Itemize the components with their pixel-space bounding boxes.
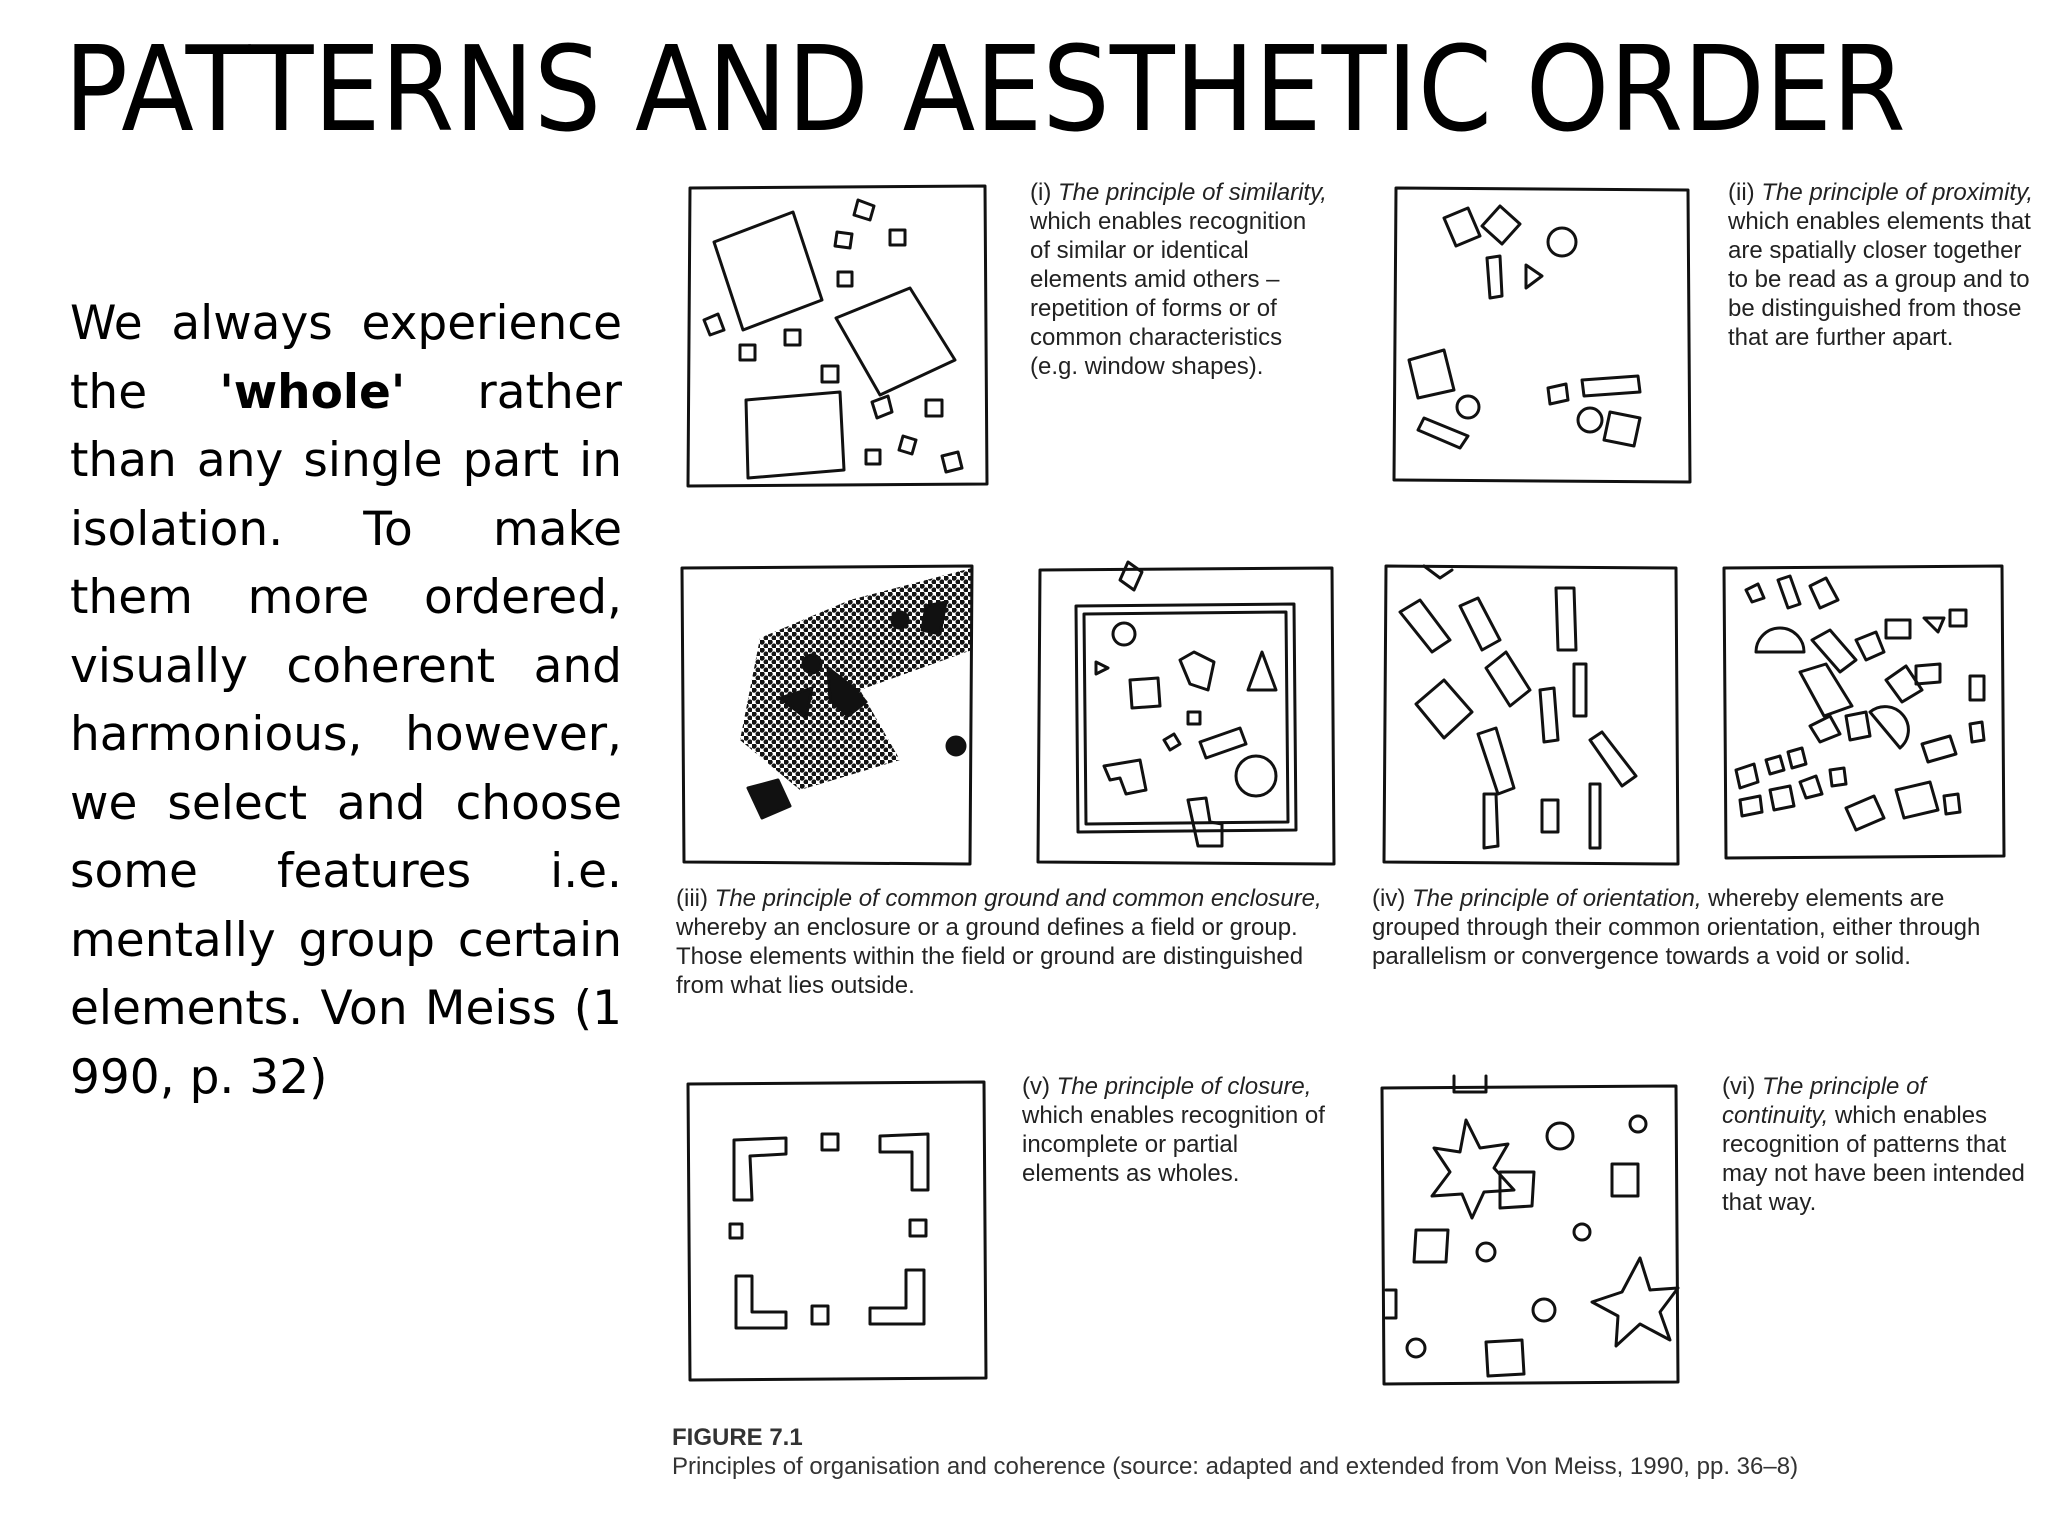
caption-common-ground-text: whereby an enclosure or a ground defines a field or group. Those elements within the field or ground are distinguished from what lies outside. <box>676 914 1304 999</box>
caption-common-ground-number: (iii) <box>676 885 708 912</box>
sketch-closure <box>688 1082 986 1380</box>
caption-orientation-name: The principle of orientation, <box>1412 885 1702 912</box>
caption-similarity-number: (i) <box>1030 179 1052 206</box>
caption-orientation-text: whereby elements are grouped through their common orientation, either through parallelism or convergence towards a void or solid. <box>1372 885 1981 970</box>
slide-title: PATTERNS AND AESTHETIC ORDER <box>64 20 1906 158</box>
body-text-start: We always experience the <box>70 296 622 420</box>
caption-continuity-text: which enables recognition of patterns that may not have been intended that way. <box>1722 1102 2025 1216</box>
caption-common-ground-name: The principle of common ground and common enclosure, <box>714 885 1322 912</box>
sketch-common-ground <box>682 566 972 864</box>
sketch-enclosure <box>1038 562 1334 864</box>
caption-closure-number: (v) <box>1022 1073 1050 1100</box>
caption-proximity <box>1728 178 2040 352</box>
caption-similarity-name: The principle of similarity, <box>1058 179 1327 206</box>
caption-similarity <box>1030 178 1330 381</box>
caption-proximity-number: (ii) <box>1728 179 1755 206</box>
caption-closure-name: The principle of closure, <box>1056 1073 1312 1100</box>
sketch-orientation-convergence <box>1724 566 2004 858</box>
sketch-orientation-parallel <box>1384 566 1678 864</box>
sketch-continuity <box>1382 1076 1678 1384</box>
figure-label: FIGURE 7.1 <box>672 1424 803 1451</box>
sketch-proximity <box>1394 188 1690 482</box>
caption-similarity-text: which enables recognition of similar or identical elements amid others – repetition of forms or of common characteristics (e.g. window shapes). <box>1030 208 1307 380</box>
body-text-end: rather than any single part in isolation. To make them more ordered, visually coherent and harmonious, however, we select and choose some features i.e. mentally group certain elements. Von Meiss (1 990, p. 32) <box>70 364 622 1105</box>
caption-proximity-text: which enables elements that are spatially closer together to be read as a group and to be distinguished from those that are further apart. <box>1728 208 2031 351</box>
sketch-similarity <box>688 186 987 486</box>
caption-orientation-number: (iv) <box>1372 885 1406 912</box>
caption-closure-text: which enables recognition of incomplete or partial elements as wholes. <box>1022 1102 1325 1187</box>
caption-common-ground <box>676 884 1332 1000</box>
caption-orientation <box>1372 884 2008 971</box>
caption-continuity-name: The principle of continuity, <box>1722 1073 1927 1129</box>
body-text-emphasis: 'whole' <box>219 364 406 420</box>
caption-continuity <box>1722 1072 2038 1217</box>
caption-proximity-name: The principle of proximity, <box>1761 179 2033 206</box>
caption-continuity-number: (vi) <box>1722 1073 1756 1100</box>
caption-closure <box>1022 1072 1338 1188</box>
figure-source-caption: Principles of organisation and coherence (source: adapted and extended from Von Meiss, 1990, pp. 36–8) <box>672 1453 1799 1480</box>
